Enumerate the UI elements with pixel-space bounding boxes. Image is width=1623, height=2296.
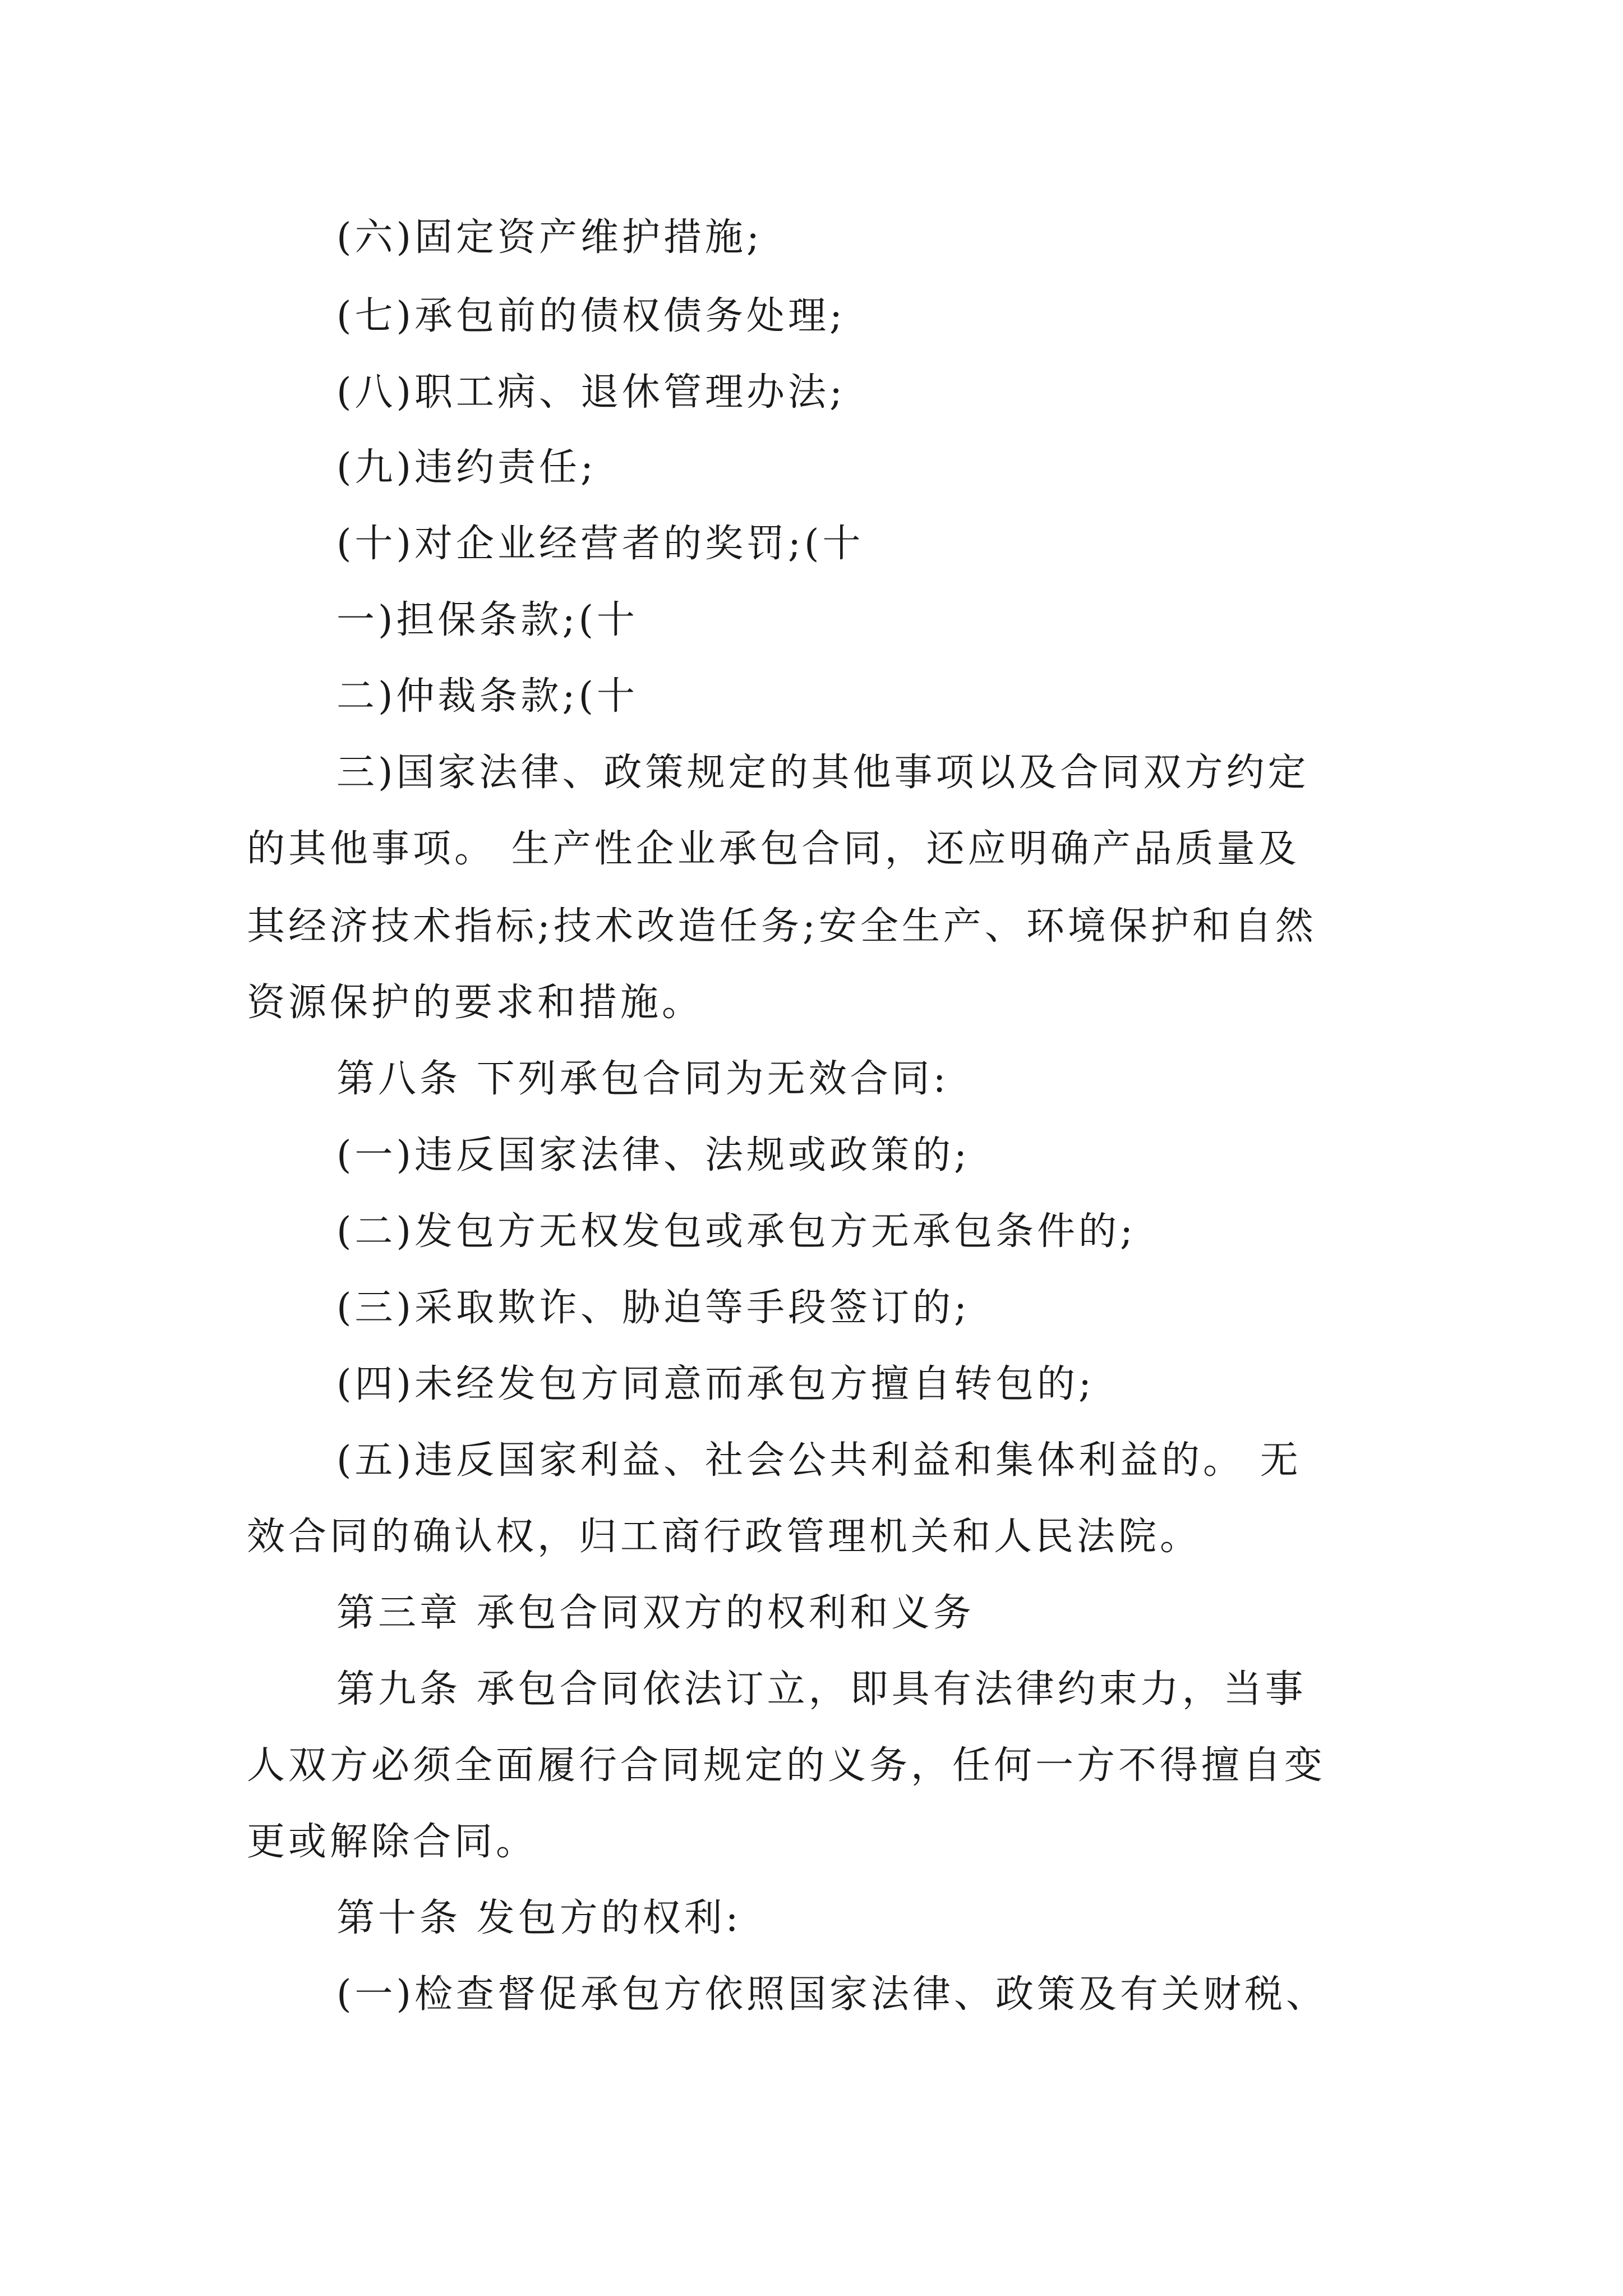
text-line: 第八条 下列承包合同为无效合同: — [336, 1057, 949, 1101]
text-line: (一)违反国家法律、法规或政策的; — [336, 1133, 970, 1177]
text-line: 三)国家法律、政策规定的其他事项以及合同双方约定 — [336, 751, 1310, 795]
text-line: 第十条 发包方的权利: — [336, 1896, 742, 1940]
text-line: (八)职工病、退休管理办法; — [336, 370, 846, 415]
text-line: 一)担保条款;(十 — [336, 598, 638, 642]
text-line: (七)承包前的债权债务处理; — [336, 294, 846, 338]
text-line: (一)检查督促承包方依照国家法律、政策及有关财税、 — [336, 1972, 1328, 2017]
text-line: 的其他事项。 生产性企业承包合同，还应明确产品质量及 — [247, 827, 1300, 871]
text-line: (四)未经发包方同意而承包方擅自转包的; — [336, 1362, 1095, 1406]
text-line: (十)对企业经营者的奖罚;(十 — [336, 522, 864, 566]
text-line: (三)采取欺诈、胁迫等手段签订的; — [336, 1286, 970, 1330]
text-line: 二)仲裁条款;(十 — [336, 674, 638, 719]
text-line: 第三章 承包合同双方的权利和义务 — [336, 1591, 975, 1635]
text-line: 效合同的确认权，归工商行政管理机关和人民法院。 — [247, 1515, 1202, 1559]
text-line: (九)违约责任; — [336, 445, 597, 490]
text-line: (五)违反国家利益、社会公共利益和集体利益的。 无 — [336, 1438, 1302, 1483]
text-line: (六)固定资产维护措施; — [336, 215, 763, 260]
text-line: 第九条 承包合同依法订立，即具有法律约束力，当事 — [336, 1667, 1307, 1711]
text-line: 资源保护的要求和措施。 — [247, 981, 704, 1025]
text-line: (二)发包方无权发包或承包方无承包条件的; — [336, 1209, 1136, 1254]
text-line: 人双方必须全面履行合同规定的义务，任何一方不得擅自变 — [247, 1743, 1326, 1788]
text-line: 其经济技术指标;技术改造任务;安全生产、环境保护和自然 — [247, 904, 1317, 949]
text-line: 更或解除合同。 — [247, 1820, 538, 1864]
